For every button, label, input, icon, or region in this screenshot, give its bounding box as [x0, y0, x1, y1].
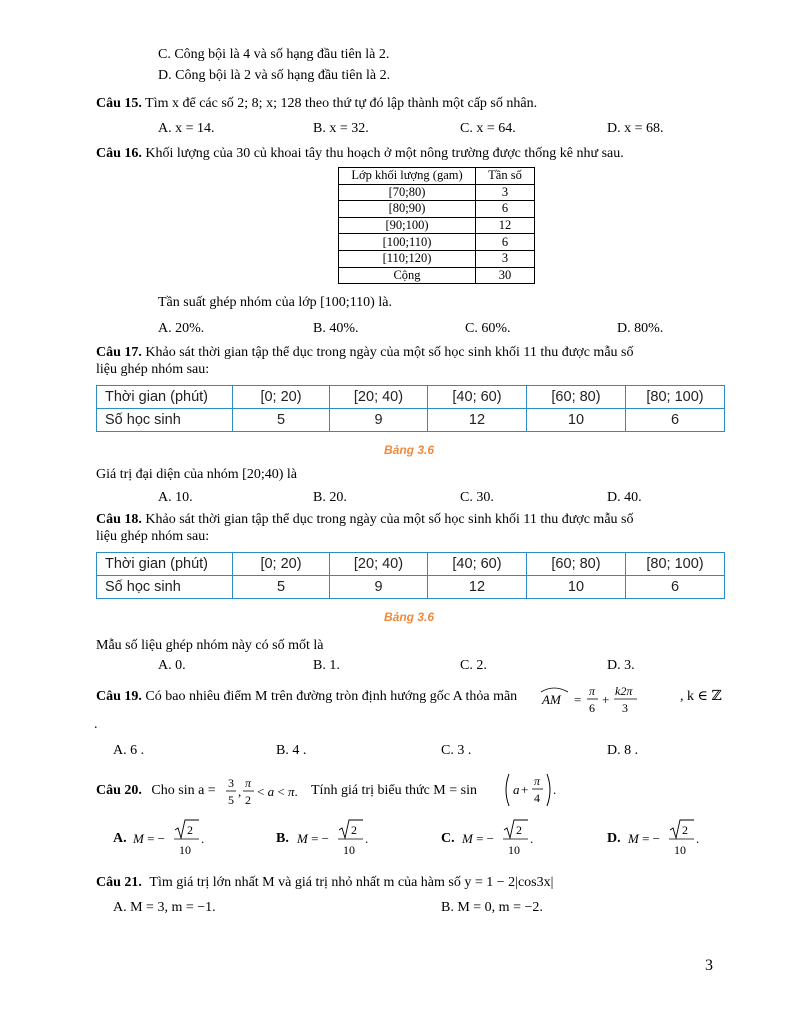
q20-option-c	[441, 832, 455, 846]
q18-option-d: D. 3.	[607, 658, 635, 673]
table-cell: 3	[476, 250, 535, 267]
arc-formula	[538, 682, 688, 714]
table-cell: [0; 20)	[233, 386, 330, 409]
svg-text:M = −: M = −	[297, 831, 330, 846]
q19-option-c: C. 3 .	[441, 743, 472, 758]
q19-formula	[538, 682, 688, 716]
q18-option-b: B. 1.	[313, 658, 340, 673]
table-cell: 10	[527, 576, 626, 599]
q14-option-c: C. Công bội là 4 và số hạng đầu tiên là 2.	[158, 47, 390, 62]
table-header: Số học sinh	[97, 409, 233, 432]
svg-text:2: 2	[516, 823, 522, 837]
svg-text:< a < π.: < a < π.	[257, 784, 298, 799]
table-cell: [80;90)	[339, 201, 476, 218]
table-header: Số học sinh	[97, 576, 233, 599]
table-cell: [40; 60)	[428, 386, 527, 409]
table-row	[339, 250, 535, 267]
q20-label-row	[96, 784, 216, 798]
svg-text:4: 4	[534, 791, 540, 805]
table-cell: [20; 40)	[330, 553, 428, 576]
table-header: Lớp khối lượng (gam)	[339, 168, 476, 185]
svg-text:.: .	[201, 831, 205, 846]
table-cell: 12	[428, 409, 527, 432]
q17-question	[96, 346, 633, 360]
q16-ask: Tần suất ghép nhóm của lớp [100;110) là.	[158, 295, 392, 310]
q20-text-b: Tính giá trị biểu thức M = sin	[311, 783, 477, 798]
svg-text:π: π	[534, 774, 541, 788]
q18-text-cont: liệu ghép nhóm sau:	[96, 529, 210, 544]
svg-text:10: 10	[508, 843, 520, 857]
table-row	[339, 201, 535, 218]
table-row	[339, 184, 535, 201]
q15-text: Tìm x để các số 2; 8; x; 128 theo thứ tự đó lập thành một cấp số nhân.	[145, 96, 538, 111]
q16-option-d: D. 80%.	[617, 321, 664, 336]
table-cell: [60; 80)	[527, 386, 626, 409]
svg-text:2: 2	[245, 793, 251, 806]
table-cell: [80; 100)	[626, 553, 725, 576]
q18-text: Khảo sát thời gian tập thể dục trong ngày của một số học sinh khối 11 thu được mẫu số	[145, 512, 634, 527]
q21-option-a: A. M = 3, m = −1.	[113, 900, 216, 915]
table-row	[97, 409, 725, 432]
table-cell: [0; 20)	[233, 553, 330, 576]
table-row	[339, 267, 535, 284]
table-cell: [80; 100)	[626, 386, 725, 409]
svg-text:6: 6	[589, 701, 595, 714]
q18-option-a: A. 0.	[158, 658, 186, 673]
q16-option-c: C. 60%.	[465, 321, 511, 336]
q21-text: Tìm giá trị lớn nhất M và giá trị nhỏ nhất m của hàm số y = 1 − 2|cos3x|	[149, 875, 554, 890]
q17-option-d: D. 40.	[607, 490, 642, 505]
table-cell: 9	[330, 576, 428, 599]
table-cell: 5	[233, 409, 330, 432]
q20-option-c-formula	[462, 818, 542, 860]
q14-option-d: D. Công bội là 2 và số hạng đầu tiên là 2.	[158, 68, 391, 83]
q16-option-a: A. 20%.	[158, 321, 205, 336]
q17-option-b: B. 20.	[313, 490, 347, 505]
svg-text:k2π: k2π	[615, 684, 633, 698]
q16-question	[96, 147, 624, 161]
table-cell: [60; 80)	[527, 553, 626, 576]
q20-expression	[503, 770, 563, 810]
q19-option-a: A. 6 .	[113, 743, 145, 758]
q20-text-a: Cho sin a =	[151, 783, 216, 798]
table-row	[97, 576, 725, 599]
svg-text:.: .	[530, 831, 534, 846]
svg-text:,: ,	[238, 784, 242, 799]
q18-option-c: C. 2.	[460, 658, 487, 673]
q20-option-b-letter: B.	[276, 831, 289, 846]
q19-dot: .	[94, 717, 98, 732]
q20-option-a-formula	[133, 818, 213, 860]
table-row	[97, 386, 725, 409]
q19-question	[96, 690, 517, 704]
q19-tail: , k ∈ ℤ	[680, 689, 722, 704]
q17-option-a: A. 10.	[158, 490, 193, 505]
svg-text:+: +	[521, 782, 529, 797]
q20-option-b	[276, 832, 289, 846]
table-cell: [70;80)	[339, 184, 476, 201]
exercise-time-table	[96, 385, 725, 432]
table-cell: 6	[626, 409, 725, 432]
q20-option-c-letter: C.	[441, 831, 455, 846]
table-cell: [40; 60)	[428, 553, 527, 576]
table-caption: Bảng 3.6	[384, 610, 435, 624]
table-row	[339, 217, 535, 234]
svg-text:3: 3	[622, 701, 628, 714]
table-header: Thời gian (phút)	[97, 386, 233, 409]
q16-text: Khối lượng của 30 củ khoai tây thu hoạch ở một nông trường được thống kê như sau.	[145, 146, 624, 161]
table-cell: 3	[476, 184, 535, 201]
q20-option-d-formula	[628, 818, 708, 860]
q17-text-cont: liệu ghép nhóm sau:	[96, 362, 210, 377]
table-row	[97, 553, 725, 576]
q20-label: Câu 20.	[96, 783, 142, 798]
q15-option-c: C. x = 64.	[460, 121, 516, 136]
table-header: Thời gian (phút)	[97, 553, 233, 576]
svg-text:=: =	[574, 692, 582, 707]
q19-text: Có bao nhiêu điểm M trên đường tròn định hướng gốc A thỏa mãn	[145, 689, 518, 704]
table-cell: 9	[330, 409, 428, 432]
q15-question	[96, 97, 537, 111]
table-cell: 30	[476, 267, 535, 284]
q21-option-b: B. M = 0, m = −2.	[441, 900, 543, 915]
table-cell: 6	[476, 201, 535, 218]
svg-text:+: +	[602, 692, 610, 707]
q21-question	[96, 876, 553, 890]
q18-label: Câu 18.	[96, 512, 142, 527]
svg-text:a: a	[513, 782, 520, 797]
svg-text:2: 2	[187, 823, 193, 837]
q20-option-a	[113, 832, 127, 846]
svg-text:M = −: M = −	[628, 831, 661, 846]
mass-frequency-table	[338, 167, 535, 284]
svg-text:.: .	[696, 831, 700, 846]
svg-text:.: .	[365, 831, 369, 846]
table-cell: 10	[527, 409, 626, 432]
q15-option-d: D. x = 68.	[607, 121, 664, 136]
q16-option-b: B. 40%.	[313, 321, 359, 336]
table-cell: [90;100)	[339, 217, 476, 234]
q21-label: Câu 21.	[96, 875, 142, 890]
q17-option-c: C. 30.	[460, 490, 494, 505]
svg-text:π: π	[589, 684, 596, 698]
svg-text:AM: AM	[542, 692, 561, 707]
table-cell: 6	[626, 576, 725, 599]
table-cell: [110;120)	[339, 250, 476, 267]
q20-option-a-letter: A.	[113, 831, 127, 846]
q18-question	[96, 513, 633, 527]
q17-label: Câu 17.	[96, 345, 142, 360]
table-cell: Cộng	[339, 267, 476, 284]
svg-text:10: 10	[343, 843, 355, 857]
svg-text:3: 3	[228, 776, 234, 790]
table-cell: 5	[233, 576, 330, 599]
svg-text:π: π	[245, 776, 252, 790]
table-cell: 6	[476, 234, 535, 251]
page-number: 3	[705, 957, 713, 974]
table-cell: [100;110)	[339, 234, 476, 251]
q20-option-d	[607, 832, 621, 846]
svg-text:5: 5	[228, 793, 234, 806]
q19-label: Câu 19.	[96, 689, 142, 704]
q19-option-b: B. 4 .	[276, 743, 307, 758]
q16-label: Câu 16.	[96, 146, 142, 161]
svg-text:.: .	[553, 782, 557, 797]
q19-option-d: D. 8 .	[607, 743, 639, 758]
table-row	[339, 234, 535, 251]
table-caption: Bảng 3.6	[384, 443, 435, 457]
svg-text:10: 10	[674, 843, 686, 857]
q15-option-b: B. x = 32.	[313, 121, 369, 136]
table-cell: 12	[476, 217, 535, 234]
table-header: Tần số	[476, 168, 535, 185]
q17-text: Khảo sát thời gian tập thể dục trong ngày của một số học sinh khối 11 thu được mẫu số	[145, 345, 634, 360]
svg-text:10: 10	[179, 843, 191, 857]
exercise-time-table-2	[96, 552, 725, 599]
svg-text:M = −: M = −	[462, 831, 495, 846]
svg-text:2: 2	[351, 823, 357, 837]
svg-text:M = −: M = −	[133, 831, 166, 846]
q15-label: Câu 15.	[96, 96, 142, 111]
table-cell: 12	[428, 576, 527, 599]
svg-text:2: 2	[682, 823, 688, 837]
q18-ask: Mẫu số liệu ghép nhóm này có số mốt là	[96, 638, 324, 653]
q15-option-a: A. x = 14.	[158, 121, 215, 136]
q17-ask: Giá trị đại diện của nhóm [20;40) là	[96, 467, 297, 482]
table-cell: [20; 40)	[330, 386, 428, 409]
q20-condition	[226, 774, 316, 806]
q20-option-b-formula	[297, 818, 377, 860]
q20-option-d-letter: D.	[607, 831, 621, 846]
